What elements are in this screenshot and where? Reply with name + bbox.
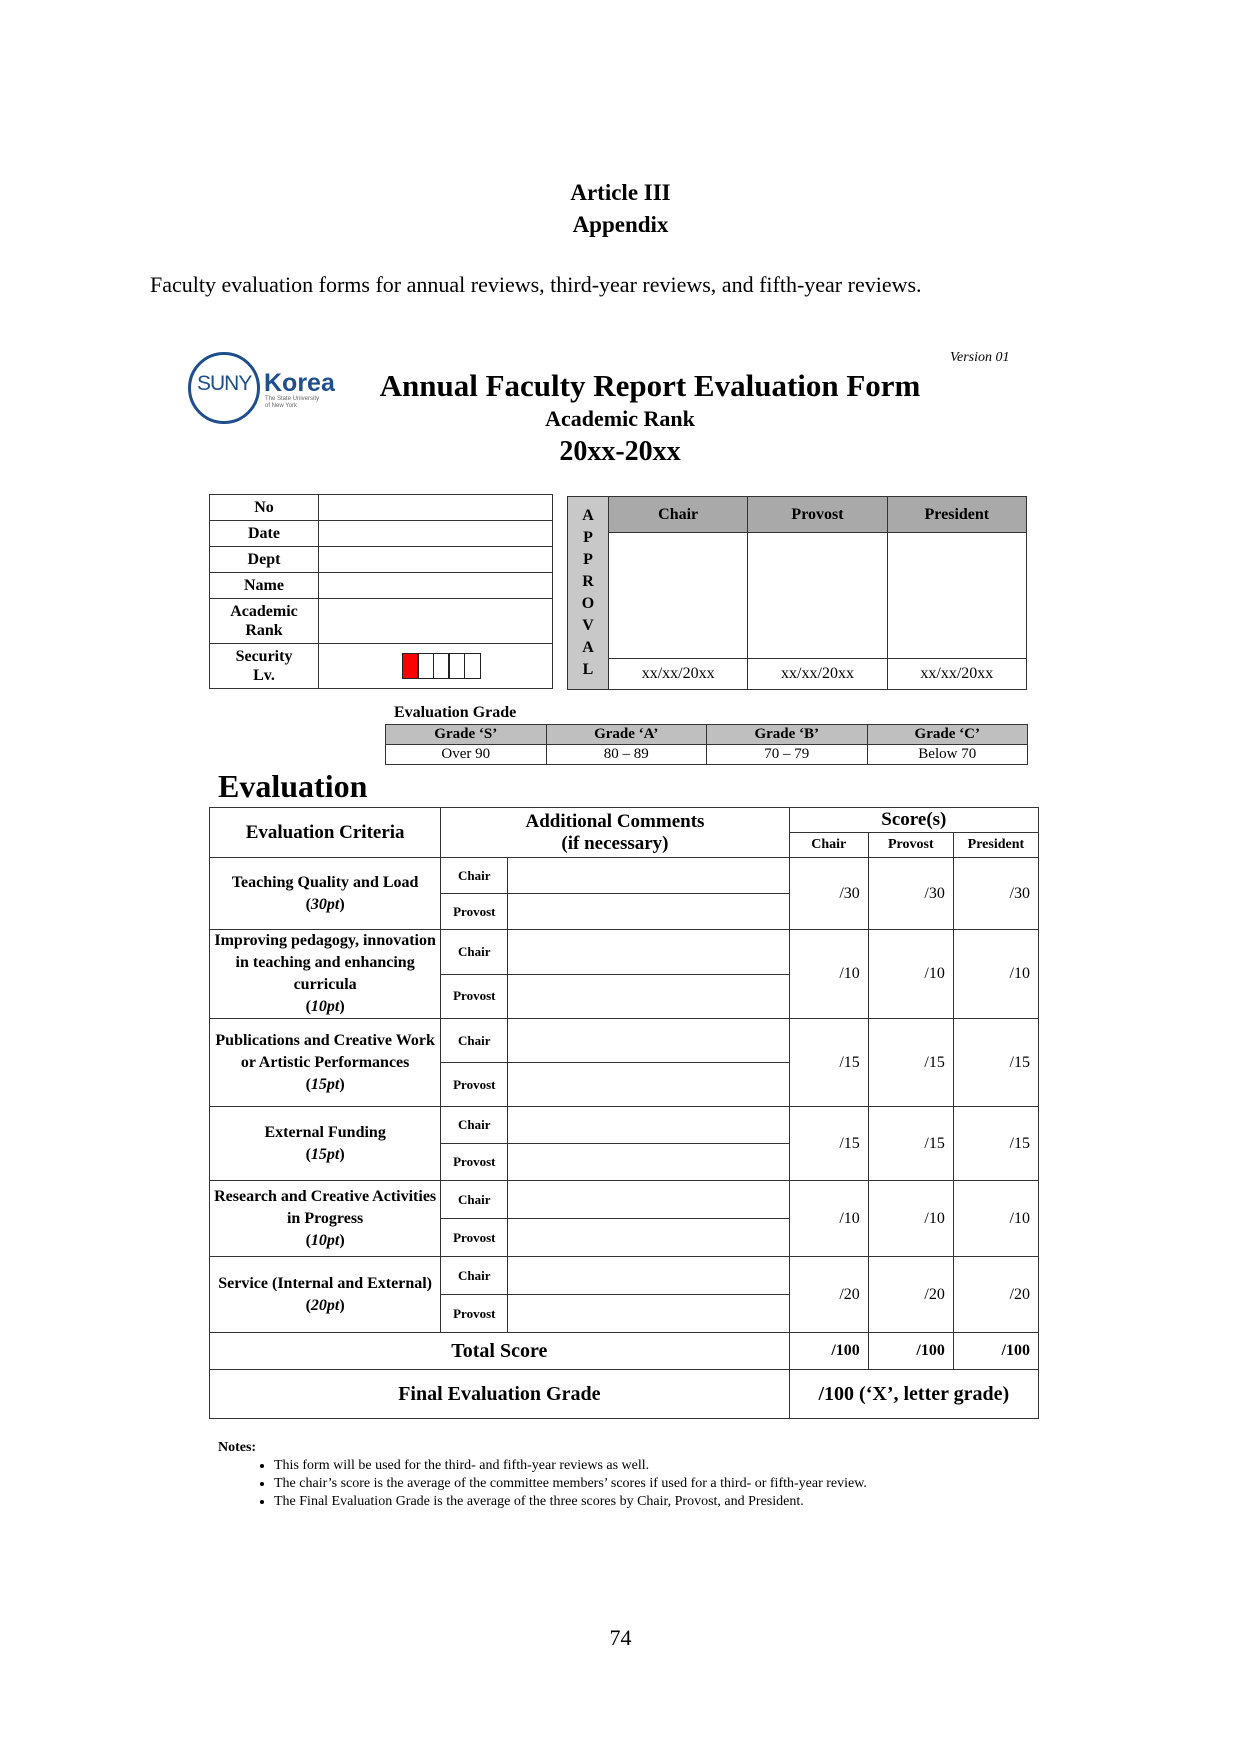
role-chair: Chair [441, 858, 508, 894]
evaluation-heading: Evaluation [218, 768, 368, 804]
scores-header: Score(s) [789, 808, 1038, 833]
evaluation-table [209, 807, 1039, 1419]
comment-chair-research[interactable] [508, 1181, 789, 1219]
security-box-filled [402, 653, 419, 679]
logo-subtitle [265, 396, 319, 410]
notes-heading: Notes: [218, 1440, 257, 1455]
role-provost: Provost [441, 1063, 508, 1107]
date-field[interactable] [319, 521, 553, 547]
role-chair: Chair [441, 1019, 508, 1063]
grade-header: Grade ‘A’ [546, 725, 707, 745]
suny-korea-logo [188, 350, 338, 428]
score-provost-publications[interactable]: /15 [868, 1019, 953, 1107]
comment-chair-pedagogy[interactable] [508, 930, 789, 975]
security-box [433, 653, 450, 679]
criteria-service: Service (Internal and External) (20pt) [210, 1257, 441, 1333]
total-score-label: Total Score [210, 1333, 790, 1370]
form-title: Annual Faculty Report Evaluation Form [379, 368, 921, 403]
notes-list [218, 1458, 867, 1510]
security-box [417, 653, 434, 679]
form-year: 20xx-20xx [559, 436, 681, 467]
notes-section [218, 1440, 867, 1512]
intro-text: Faculty evaluation forms for annual reviews, third-year reviews, and fifth-year reviews. [150, 272, 922, 297]
logo-suny-text: SUNY [197, 372, 252, 395]
info-label: Name [210, 573, 319, 599]
final-grade-value[interactable]: /100 (‘X’, letter grade) [789, 1370, 1038, 1419]
score-president-research[interactable]: /10 [953, 1181, 1038, 1257]
final-grade-label: Final Evaluation Grade [210, 1370, 790, 1419]
approval-header-chair: Chair [609, 497, 748, 533]
score-president-pedagogy[interactable]: /10 [953, 930, 1038, 1019]
evaluation-grade-label: Evaluation Grade [394, 704, 517, 721]
form-version: Version 01 [950, 350, 1010, 365]
role-provost: Provost [441, 974, 508, 1019]
comment-chair-teaching[interactable] [508, 858, 789, 894]
score-president-teaching[interactable]: /30 [953, 858, 1038, 930]
security-box [464, 653, 481, 679]
info-table [209, 494, 553, 689]
security-level-indicator[interactable] [319, 644, 553, 689]
role-provost: Provost [441, 1295, 508, 1333]
score-chair-pedagogy[interactable]: /10 [789, 930, 868, 1019]
grade-range: 80 – 89 [546, 745, 707, 765]
article-heading: Article III [570, 180, 671, 205]
chair-approval-date[interactable]: xx/xx/20xx [609, 659, 748, 690]
criteria-pedagogy: Improving pedagogy, innovation in teaching and enhancing curricula (10pt) [210, 930, 441, 1019]
score-provost-funding[interactable]: /15 [868, 1107, 953, 1181]
form-subtitle: Academic Rank [545, 406, 695, 431]
role-chair: Chair [441, 1181, 508, 1219]
comment-provost-pedagogy[interactable] [508, 974, 789, 1019]
approval-vertical-label: A P P R O V A L [568, 497, 609, 690]
grade-range: Over 90 [386, 745, 547, 765]
score-col-provost: Provost [868, 833, 953, 858]
grade-header: Grade ‘C’ [867, 725, 1028, 745]
grade-table [385, 724, 1028, 765]
provost-approval-date[interactable]: xx/xx/20xx [748, 659, 887, 690]
score-chair-funding[interactable]: /15 [789, 1107, 868, 1181]
president-approval-date[interactable]: xx/xx/20xx [887, 659, 1026, 690]
criteria-teaching: Teaching Quality and Load (30pt) [210, 858, 441, 930]
comment-chair-service[interactable] [508, 1257, 789, 1295]
chair-signature-box[interactable] [609, 533, 748, 659]
role-provost: Provost [441, 1219, 508, 1257]
no-field[interactable] [319, 495, 553, 521]
total-president[interactable]: /100 [953, 1333, 1038, 1370]
logo-sub2: of New York [265, 403, 298, 409]
role-chair: Chair [441, 1257, 508, 1295]
comment-provost-research[interactable] [508, 1219, 789, 1257]
score-provost-pedagogy[interactable]: /10 [868, 930, 953, 1019]
approval-table [567, 496, 1027, 690]
academic-rank-field[interactable] [319, 599, 553, 644]
score-col-president: President [953, 833, 1038, 858]
criteria-external-funding: External Funding (15pt) [210, 1107, 441, 1181]
comment-provost-funding[interactable] [508, 1144, 789, 1181]
comments-header: Additional Comments (if necessary) [441, 808, 789, 858]
grade-header: Grade ‘S’ [386, 725, 547, 745]
score-provost-teaching[interactable]: /30 [868, 858, 953, 930]
comment-provost-service[interactable] [508, 1295, 789, 1333]
comment-chair-funding[interactable] [508, 1107, 789, 1144]
score-chair-publications[interactable]: /15 [789, 1019, 868, 1107]
score-chair-teaching[interactable]: /30 [789, 858, 868, 930]
info-label: Date [210, 521, 319, 547]
info-label: Security Lv. [210, 644, 319, 689]
info-label: No [210, 495, 319, 521]
logo-sub1: The State University [265, 396, 320, 402]
score-president-funding[interactable]: /15 [953, 1107, 1038, 1181]
security-box [448, 653, 465, 679]
note-item: • The Final Evaluation Grade is the average of the three scores by Chair, Provost, and President. [274, 1494, 867, 1510]
logo-korea-text: Korea [264, 369, 335, 397]
score-president-publications[interactable]: /15 [953, 1019, 1038, 1107]
dept-field[interactable] [319, 547, 553, 573]
note-item: • This form will be used for the third- and fifth-year reviews as well. [274, 1458, 867, 1474]
score-provost-research[interactable]: /10 [868, 1181, 953, 1257]
president-signature-box[interactable] [887, 533, 1026, 659]
role-provost: Provost [441, 1144, 508, 1181]
score-president-service[interactable]: /20 [953, 1257, 1038, 1333]
info-label: Dept [210, 547, 319, 573]
name-field[interactable] [319, 573, 553, 599]
criteria-research: Research and Creative Activities in Progress (10pt) [210, 1181, 441, 1257]
approval-header-provost: Provost [748, 497, 887, 533]
grade-range: Below 70 [867, 745, 1028, 765]
appendix-heading: Appendix [572, 212, 669, 237]
score-chair-research[interactable]: /10 [789, 1181, 868, 1257]
role-chair: Chair [441, 930, 508, 975]
provost-signature-box[interactable] [748, 533, 887, 659]
grade-header: Grade ‘B’ [707, 725, 868, 745]
note-item: • The chair’s score is the average of the committee members’ scores if used for a third- or fifth-year review. [274, 1476, 867, 1492]
grade-range: 70 – 79 [707, 745, 868, 765]
page-number: 74 [609, 1625, 632, 1650]
info-label: Academic Rank [210, 599, 319, 644]
total-chair[interactable]: /100 [789, 1333, 868, 1370]
criteria-header: Evaluation Criteria [210, 808, 441, 858]
criteria-publications: Publications and Creative Work or Artistic Performances (15pt) [210, 1019, 441, 1107]
approval-header-president: President [887, 497, 1026, 533]
comment-provost-publications[interactable] [508, 1063, 789, 1107]
comment-chair-publications[interactable] [508, 1019, 789, 1063]
role-provost: Provost [441, 894, 508, 930]
score-col-chair: Chair [789, 833, 868, 858]
role-chair: Chair [441, 1107, 508, 1144]
total-provost[interactable]: /100 [868, 1333, 953, 1370]
score-provost-service[interactable]: /20 [868, 1257, 953, 1333]
score-chair-service[interactable]: /20 [789, 1257, 868, 1333]
comment-provost-teaching[interactable] [508, 894, 789, 930]
